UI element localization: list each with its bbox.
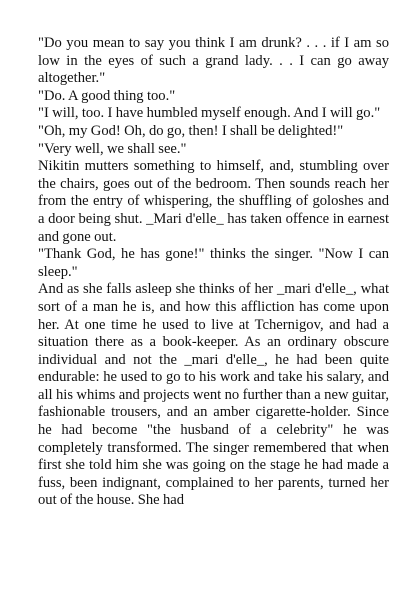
document-page bbox=[38, 35, 389, 510]
paragraph-2: "Do. A good thing too." bbox=[38, 87, 176, 104]
paragraph-8: And as she falls asleep she thinks of her _mari d'elle_, what sort of a man he is, and how this affliction has come upon her. At one time he used to live at Tchernigov, and had a situation there as a book-keeper. As an ordinary obscure individual and not the _mari d'elle_, he had been quite endurable: he used to go to his work and take his salary, and all his whims and projects went no further than a new guitar, fashionable trousers, and an amber cigarette-holder. Since he had become "the husband of a celebrity" he was completely transformed. The singer remembered that when first she told him she was going on the stage he had made a fuss, been indignant, complained to her parents, turned her out of the house. She had bbox=[38, 281, 389, 509]
paragraph-7: "Thank God, he has gone!" thinks the singer. "Now I can sleep." bbox=[38, 246, 389, 280]
paragraph-4: "Oh, my God! Oh, do go, then! I shall be delighted!" bbox=[38, 122, 344, 139]
paragraph-1: "Do you mean to say you think I am drunk? . . . if I am so low in the eyes of such a grand lady. . . I can go away altogether." bbox=[38, 35, 389, 87]
paragraph-6: Nikitin mutters something to himself, and, stumbling over the chairs, goes out of the bedroom. Then sounds reach her from the entry of whispering, the shuffling of goloshes and a door being shut. _Mari d'elle_ has taken offence in earnest and gone out. bbox=[38, 158, 389, 245]
paragraph-5: "Very well, we shall see." bbox=[38, 140, 187, 157]
paragraph-3: "I will, too. I have humbled myself enough. And I will go." bbox=[38, 105, 381, 122]
